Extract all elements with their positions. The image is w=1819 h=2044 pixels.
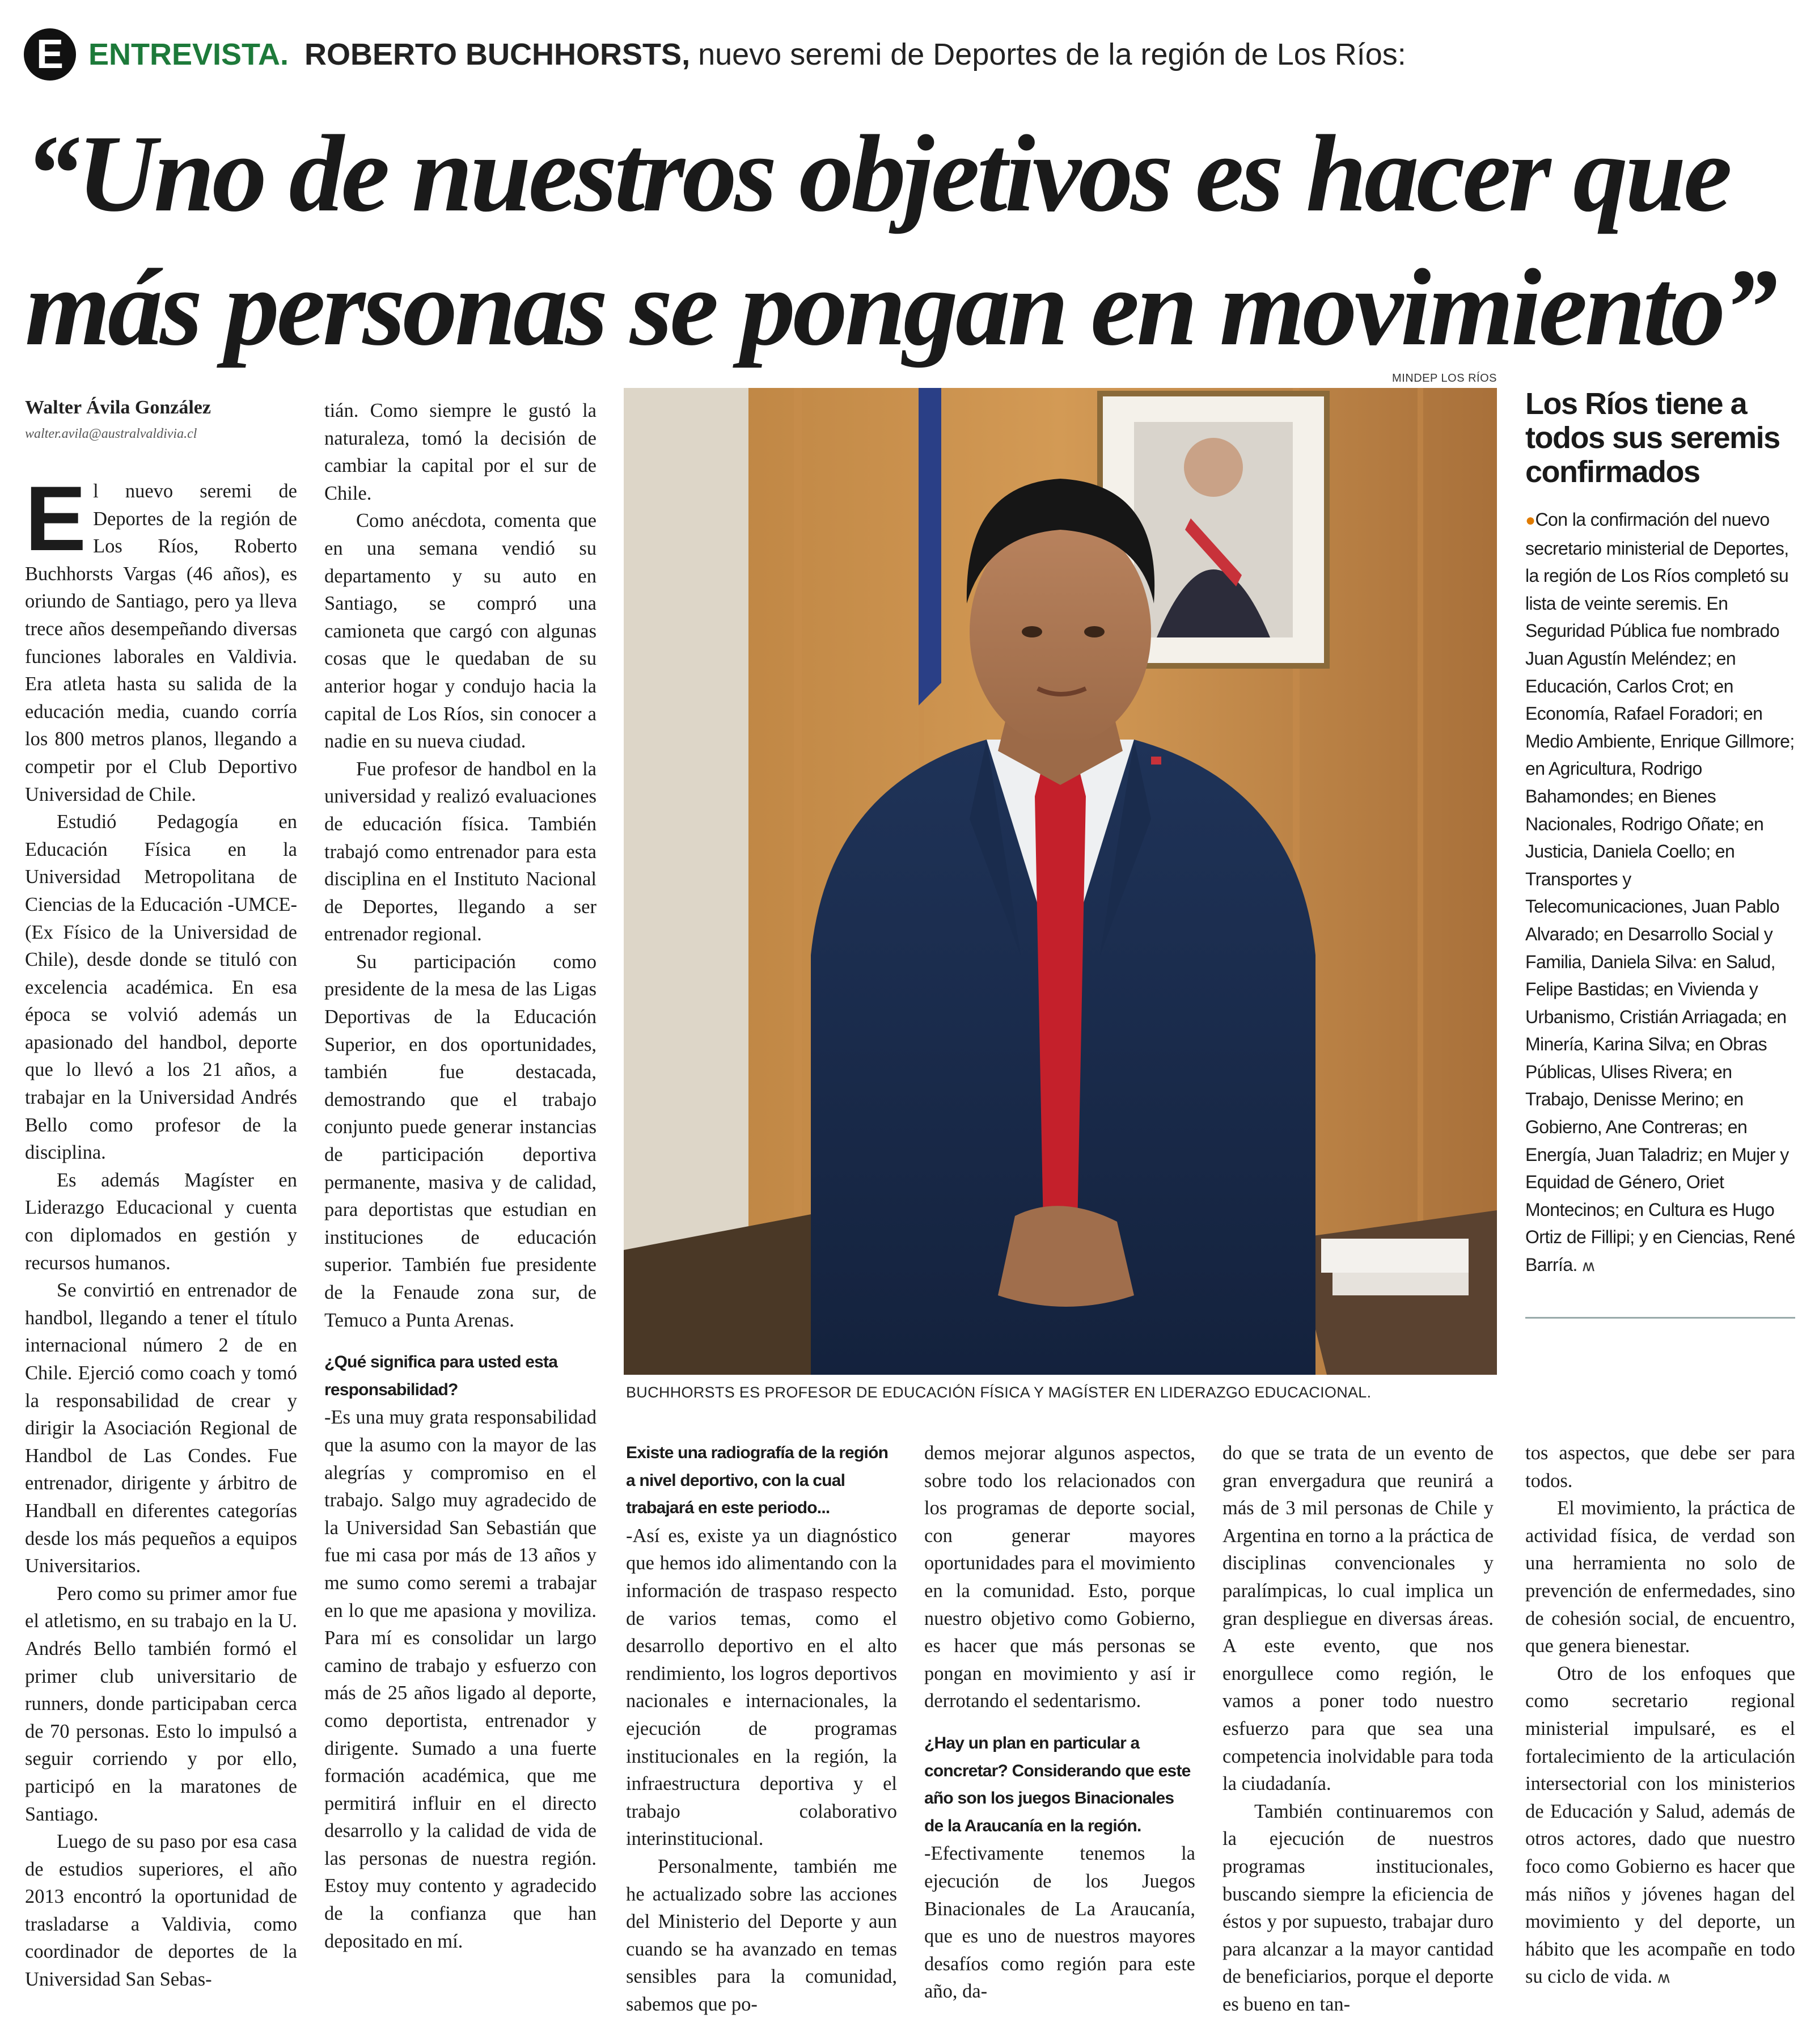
paragraph: Como anécdota, comenta que en una semana vendió su departamento y su auto en Santiago, se compró una camioneta que cargó con algunas cosas que le quedaban de su anterior hogar y condujo hacia la capital de Los Ríos, sin conocer a nadie en su nueva ciudad. bbox=[324, 510, 597, 753]
paragraph: Se convirtió en entrenador de handbol, llegando a tener el título internacional número 2 de en Chile. Ejerció como coach y tomó la responsabilidad de crear y dirigir la Asociación Regional de Handbol de Las Condes. Fue entrenador, dirigente y árbitro de Handball en diferentes categorías desde los más pequeños a equipos Universitarios. bbox=[25, 1279, 297, 1577]
headline: “Uno de nuestros objetivos es hacer que más personas se pongan en movimiento” bbox=[25, 112, 1775, 368]
bullet-icon: ● bbox=[1525, 511, 1535, 530]
article-column-2 bbox=[324, 397, 597, 1955]
sidebar-body bbox=[1525, 506, 1795, 1280]
paragraph: Personalmente, también me he actualizado sobre las acciones del Ministerio del Deporte y aun cuando se ha avanzado en temas sensibles para la comunidad, sabemos que po- bbox=[626, 1855, 897, 2015]
sidebar-divider bbox=[1525, 1317, 1795, 1319]
paragraph: do que se trata de un evento de gran envergadura que reunirá a más de 3 mil personas de Chile y Argentina en torno a la práctica de disciplinas convencionales y paralímpicas, lo cual implica un gran despliegue en diversas áreas. A este evento, que nos enorgullece como región, le vamos a poner todo nuestro esfuerzo para que sea una competencia inolvidable para toda la ciudadanía. bbox=[1222, 1442, 1494, 1795]
end-mark-icon: ʍ bbox=[1582, 1256, 1595, 1276]
paragraph: Pero como su primer amor fue el atletismo, en su trabajo en la U. Andrés Bello también formó el primer club universitario de runners, donde participaban cerca de 70 personas. Esto lo impulsó a seguir corriendo y por ello, participó en la maratones de Santiago. bbox=[25, 1582, 297, 1825]
photo-caption: BUCHHORSTS ES PROFESOR DE EDUCACIÓN FÍSICA Y MAGÍSTER EN LIDERAZGO EDUCACIONAL. bbox=[626, 1384, 1372, 1401]
interview-answer: -Así es, existe ya un diagnóstico que hemos ido alimentando con la información de traspaso respecto de varios temas, como el desarrollo deportivo en el alto rendimiento, los logros deportivos nacionales e internacionales, la ejecución de programas institucionales en la región, la infraestructura deportiva y el trabajo colaborativo interinstitucional. bbox=[626, 1524, 897, 1850]
author-name: Walter Ávila González bbox=[25, 397, 211, 418]
interviewee-name: ROBERTO BUCHHORSTS, bbox=[304, 37, 691, 71]
paragraph: Luego de su paso por esa casa de estudios superiores, el año 2013 encontró la oportunidad de trasladarse a Valdivia, como coordinador de deportes de la Universidad San Sebas- bbox=[25, 1831, 297, 1991]
section-kicker bbox=[24, 26, 1406, 83]
article-column-6 bbox=[1525, 1439, 1795, 1992]
paragraph: Es además Magíster en Liderazgo Educacional y cuenta con diplomados en gestión y recursos humanos. bbox=[25, 1169, 297, 1274]
article-column-3 bbox=[626, 1439, 897, 2018]
paragraph: Fue profesor de handbol en la universidad y realizó evaluaciones de educación física. También trabajó como entrenador para esta disciplina en el Instituto Nacional de Deportes, llegando a ser entrenador regional. bbox=[324, 758, 597, 945]
interview-question: Existe una radiografía de la región a nivel deportivo, con la cual trabajará en este periodo... bbox=[626, 1443, 889, 1518]
portrait-photo bbox=[624, 388, 1497, 1375]
byline bbox=[25, 397, 308, 442]
interview-question: ¿Qué significa para usted esta responsabilidad? bbox=[324, 1353, 558, 1399]
paragraph: demos mejorar algunos aspectos, sobre todo los relacionados con los programas de deporte social, con generar mayores oportunidades para el movimiento en la comunidad. Esto, porque nuestro objetivo como Gobierno, es hacer que más personas se pongan en movimiento y así ir derrotando el sedentarismo. bbox=[924, 1442, 1195, 1712]
photo-credit: MINDEP LOS RÍOS bbox=[1392, 372, 1497, 385]
lead-paragraph: El nuevo seremi de Deportes de la región de Los Ríos, Roberto Buchhorsts Vargas (46 años), es oriundo de Santiago, pero ya lleva trece años desempeñando diversas funciones laborales en Valdivia. Era atleta hasta su salida de la educación media, cuando corría los 800 metros planos, llegando a competir por el Club Deportivo Universidad de Chile. bbox=[25, 467, 297, 805]
article-column-1 bbox=[25, 467, 297, 1994]
paragraph: tos aspectos, que debe ser para todos. bbox=[1525, 1442, 1795, 1492]
interview-answer: -Es una muy grata responsabilidad que la asumo con la mayor de las alegrías y compromiso en el trabajo. Salgo muy agradecido de la Universidad San Sebastián que fue mi casa por más de 13 años y me sumo como seremi a trabajar en lo que me apasiona y moviliza. Para mí es consolidar un largo camino de trabajo y esfuerzo con más de 25 años ligado al deporte, como deportista, entrenador y dirigente. Sumado a una fuerte formación académica, que me permitirá influir en el directo desarrollo y la calidad de vida de las personas de nuestra región. Estoy muy contento y agradecido de la confianza que han depositado en mí. bbox=[324, 1407, 597, 1952]
paragraph: tián. Como siempre le gustó la naturaleza, tomó la decisión de cambiar la capital por el sur de Chile. bbox=[324, 400, 597, 504]
paragraph: El movimiento, la práctica de actividad física, de verdad son una herramienta no solo de prevención de enfermedades, sino de cohesión social, de encuentro, que genera bienestar. bbox=[1525, 1497, 1795, 1657]
section-label: ENTREVISTA. bbox=[88, 37, 289, 71]
article-column-4 bbox=[924, 1439, 1195, 2005]
interview-question: ¿Hay un plan en particular a concretar? Considerando que este año son los juegos Binacionales de la Araucanía en la región. bbox=[924, 1733, 1191, 1835]
paragraph: Su participación como presidente de la mesa de las Ligas Deportivas de la Educación Superior, en dos oportunidades, también fue destacada, demostrando que el trabajo conjunto puede generar instancias de participación deportiva permanente, masiva y de calidad, para deportistas que estudian en instituciones de educación superior. También fue presidente de la Fenaude zona sur, de Temuco a Punta Arenas. bbox=[324, 951, 597, 1331]
article-column-5 bbox=[1222, 1439, 1494, 2018]
sidebar-text: Con la confirmación del nuevo secretario ministerial de Deportes, la región de Los Ríos completó su lista de veinte seremis. En Seguridad Pública fue nombrado Juan Agustín Meléndez; en Educación, Carlos Crot; en Economía, Rafael Foradori; en Medio Ambiente, Enrique Gillmore; en Agricultura, Rodrigo Bahamondes; en Bienes Nacionales, Rodrigo Oñate; en Justicia, Daniela Coello; en Transportes y Telecomunicaciones, Juan Pablo Alvarado; en Desarrollo Social y Familia, Daniela Silva: en Salud, Felipe Bastidas; en Vivienda y Urbanismo, Cristián Arriagada; en Minería, Karina Silva; en Obras Públicas, Ulises Rivera; en Trabajo, Denisse Merino; en Gobierno, Ane Contreras; en Energía, Juan Taladriz; en Mujer y Equidad de Género, Oriet Montecinos; en Cultura es Hugo Ortiz de Fillipi; y en Ciencias, René Barría. bbox=[1525, 509, 1795, 1276]
paragraph: También continuaremos con la ejecución de nuestros programas institucionales, buscando siempre la eficiencia de éstos y por supuesto, trabajar duro para alcanzar a la mayor cantidad de beneficiarios, porque el deporte es bueno en tan- bbox=[1222, 1800, 1494, 2015]
drop-cap: E bbox=[25, 467, 87, 570]
section-badge-icon: E bbox=[24, 28, 76, 81]
author-email: walter.avila@australvaldivia.cl bbox=[25, 426, 197, 441]
interviewee-description: nuevo seremi de Deportes de la región de Los Ríos: bbox=[698, 37, 1406, 71]
sidebar-title: Los Ríos tiene a todos sus seremis confirmados bbox=[1525, 387, 1780, 489]
paragraph: Otro de los enfoques que como secretario regional ministerial impulsaré, es el fortalecimiento de la articulación intersectorial con los ministerios de Educación y Salud, además de otros actores, dado que nuestro foco como Gobierno es hacer que más niños y jóvenes hagan del movimiento y del deporte, un hábito que les acompañe en todo su ciclo de vida. ʍ bbox=[1525, 1662, 1795, 1988]
end-mark-icon: ʍ bbox=[1657, 1968, 1670, 1987]
paragraph: Estudió Pedagogía en Educación Física en la Universidad Metropolitana de Ciencias de la Educación -UMCE- (Ex Físico de la Universidad de Chile), desde donde se tituló con excelencia académica. En esa época se volvió además un apasionado del handbol, deporte que lo llevó a los 21 años, a trabajar en la Universidad Andrés Bello como profesor de la disciplina. bbox=[25, 811, 297, 1164]
interview-answer: -Efectivamente tenemos la ejecución de los Juegos Binacionales de La Araucanía, que es uno de nuestros mayores desafíos como región para este año, da- bbox=[924, 1843, 1195, 2003]
